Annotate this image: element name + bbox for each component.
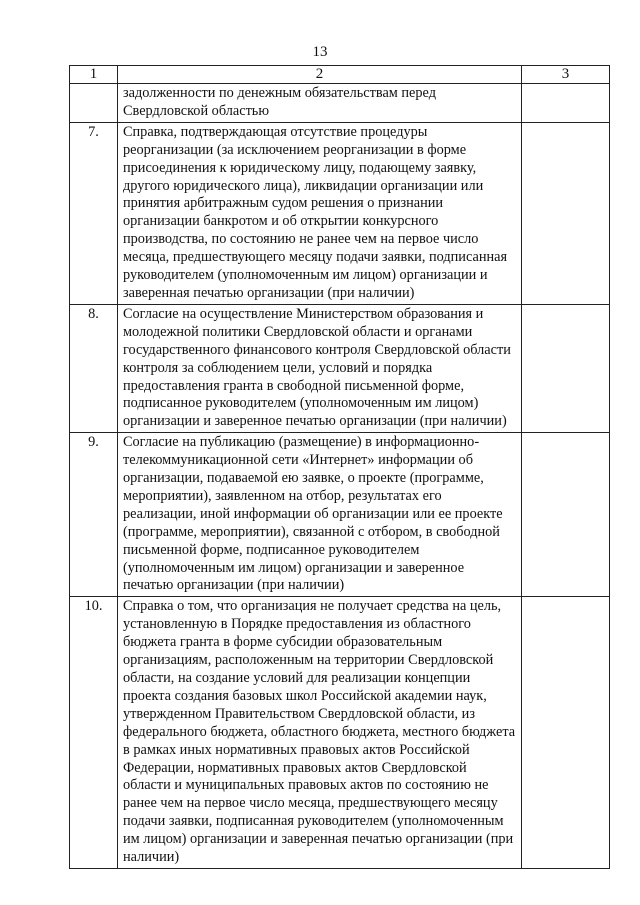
table-row — [70, 122, 610, 304]
documents-table — [69, 65, 610, 869]
column-header-1: 1 — [70, 66, 118, 84]
row-col3 — [522, 84, 610, 123]
row-text: Справка, подтверждающая отсутствие процедуры реорганизации (за исключением реорганизации в форме присоединения к юридическому лицу, подающему заявку, другого юридического лица), ликвидации организации или принятия арбитражным судом решения о признании организации банкротом и об открытии конкурсного производства, по состоянию не ранее чем на первое число месяца, предшествующего месяцу подачи заявки, подписанная руководителем (уполномоченным им лицом) организации и заверенная печатью организации (при наличии) — [118, 122, 522, 304]
table-row — [70, 433, 610, 597]
table-row — [70, 304, 610, 432]
row-col3 — [522, 122, 610, 304]
table-row — [70, 84, 610, 123]
column-header-3: 3 — [522, 66, 610, 84]
table-row — [70, 597, 610, 869]
row-text: Согласие на публикацию (размещение) в информационно-телекоммуникационной сети «Интернет» информации об организации, подаваемой ею заявке, о проекте (программе, мероприятии), заявленном на отбор, результатах его реализации, иной информации об организации или ее проекте (программе, мероприятии), связанной с отбором, в свободной письменной форме, подписанное руководителем (уполномоченным им лицом) организации и заверенное печатью организации (при наличии) — [118, 433, 522, 597]
row-number: 7. — [70, 122, 118, 304]
column-header-2: 2 — [118, 66, 522, 84]
table-header-row — [70, 66, 610, 84]
row-number: 10. — [70, 597, 118, 869]
row-col3 — [522, 433, 610, 597]
row-number: 8. — [70, 304, 118, 432]
row-col3 — [522, 597, 610, 869]
row-number — [70, 84, 118, 123]
row-text: задолженности по денежным обязательствам перед Свердловской областью — [118, 84, 522, 123]
row-text: Справка о том, что организация не получает средства на цель, установленную в Порядке предоставления из областного бюджета гранта в форме субсидии образовательным организациям, расположенным на территории Свердловской области, на создание условий для реализации концепции проекта создания базовых школ Российской академии наук, утвержденном Правительством Свердловской области, из федерального бюджета, областного бюджета, местного бюджета в рамках иных нормативных правовых актов Российской Федерации, нормативных правовых актов Свердловской области и муниципальных правовых актов по состоянию не ранее чем на первое число месяца, предшествующего месяцу подачи заявки, подписанная руководителем (уполномоченным им лицом) организации и заверенная печатью организации (при наличии) — [118, 597, 522, 869]
page-number: 13 — [312, 44, 328, 60]
row-number: 9. — [70, 433, 118, 597]
row-text: Согласие на осуществление Министерством образования и молодежной политики Свердловской области и органами государственного финансового контроля Свердловской области контроля за соблюдением цели, условий и порядка предоставления гранта в свободной письменной форме, подписанное руководителем (уполномоченным им лицом) организации и заверенное печатью организации (при наличии) — [118, 304, 522, 432]
row-col3 — [522, 304, 610, 432]
